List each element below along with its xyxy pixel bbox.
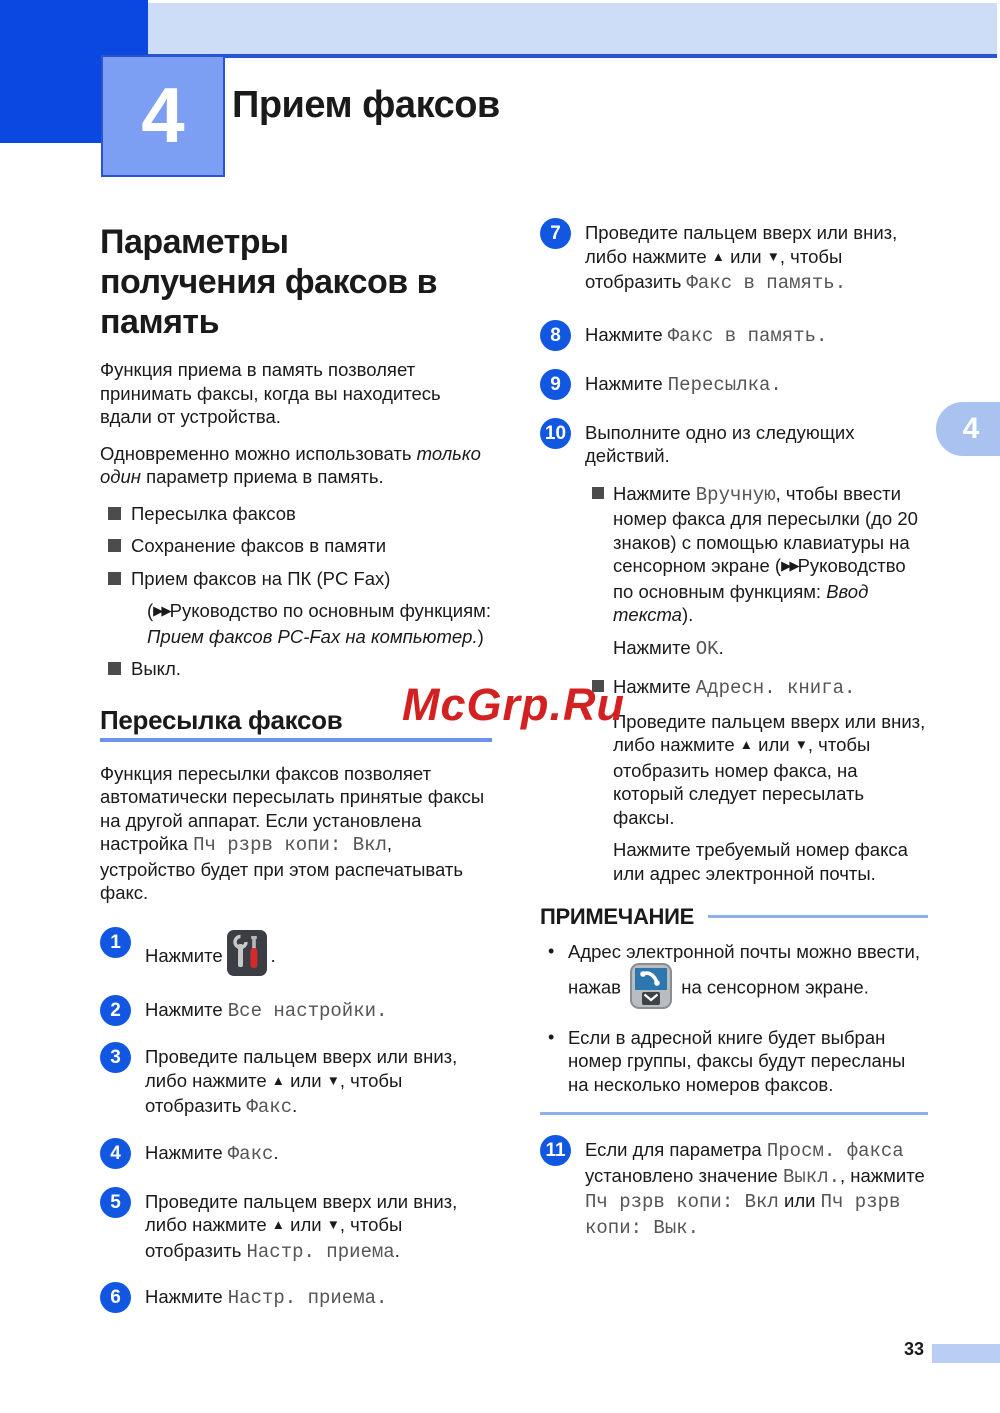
bullet-text: Пересылка факсов <box>131 502 296 524</box>
square-bullet-icon <box>108 572 121 585</box>
note-block <box>540 905 928 1115</box>
step <box>540 320 928 351</box>
bullet-item <box>108 567 492 591</box>
step <box>100 927 492 982</box>
step <box>100 995 492 1026</box>
step-text: Нажмите Все настройки. <box>145 999 388 1022</box>
left-column <box>100 222 492 1313</box>
step <box>540 418 928 886</box>
header-band <box>148 3 997 54</box>
step-text: Нажмите Факс. <box>145 1141 279 1165</box>
bullet-text: Сохранение факсов в памяти <box>131 535 387 556</box>
bullet-item <box>108 534 492 558</box>
step-number-badge: 1 <box>100 927 131 958</box>
bullet-text: Прием факсов на ПК (PC Fax) <box>131 567 391 589</box>
chapter-number: 4 <box>141 71 185 159</box>
sub-bullet-item <box>592 675 928 885</box>
chapter-side-tab: 4 <box>936 402 1000 456</box>
page-number: 33 <box>903 1339 924 1359</box>
footer-bar <box>932 1344 1000 1363</box>
step-number-badge: 10 <box>540 418 571 449</box>
page-title: Прием факсов <box>232 84 500 126</box>
step-text: Проведите пальцем вверх или вниз, либо нажмите ▲ или ▼, чтобы отобразить Настр. приема. <box>145 1190 458 1263</box>
note-text: Если в адресной книге будет выбран номер группы, факсы будут пересланы на несколько номеров факсов. <box>568 1026 906 1095</box>
sub-bullet-text: Нажмите Вручную, чтобы ввести номер факса для пересылки (до 20 знаков) с помощью клавиатуры на сенсорном экране (▶▶Руководство по основным функциям: Ввод текста). Нажмите OK. <box>613 482 918 660</box>
step <box>100 1282 492 1313</box>
step-text: Нажмите Настр. приема. <box>145 1286 388 1309</box>
step <box>100 1042 492 1120</box>
bullet-item <box>108 502 492 526</box>
step-number-badge: 5 <box>100 1187 131 1218</box>
note-bullet-item <box>548 1026 928 1097</box>
step-number-badge: 9 <box>540 369 571 400</box>
paragraph: Функция приема в память позволяет принимать факсы, когда вы находитесь вдали от устройства. <box>100 359 441 427</box>
square-bullet-icon <box>108 662 121 675</box>
phone-email-icon <box>630 963 672 1015</box>
note-label: ПРИМЕЧАНИЕ <box>540 904 695 929</box>
step-number-badge: 11 <box>540 1135 571 1166</box>
step-number-badge: 6 <box>100 1282 131 1313</box>
step-text: Проведите пальцем вверх или вниз, либо нажмите ▲ или ▼, чтобы отобразить Факс. <box>145 1046 458 1118</box>
step <box>100 1187 492 1265</box>
step <box>540 369 928 400</box>
step-text: Нажмите Факс в память. <box>585 323 828 347</box>
watermark: McGrp.Ru <box>402 679 626 730</box>
sub-bullet-item <box>592 482 928 662</box>
step-number-badge: 2 <box>100 995 131 1026</box>
step-text: Выполните одно из следующих действий. Нажмите Вручную, чтобы ввести номер факса для пересылки (до 20 знаков) с помощью клавиатуры на сенсорном экране (▶▶Руководство по основным функциям: Ввод текста). Нажмите OK. Нажмите Адресн. книга. Проведите пальцем вверх или вниз, либо нажмите ▲ или ▼, чтобы отобразить номер факса, на который следует пересылать факсы. Нажмите требуемый номер факса или адрес электронной почты. <box>585 418 928 886</box>
paragraph: Функция пересылки факсов позволяет автоматически пересылать принятые факсы на другой аппарат. Если установлена настройка Пч рзрв копи: Вкл, устройство будет при этом распечатывать факс. <box>100 762 485 903</box>
section-heading-rule <box>100 738 492 742</box>
step-text: Нажмите Пересылка. <box>585 372 782 396</box>
note-end-rule <box>540 1112 928 1115</box>
main-section-heading: Параметры получения факсов в память <box>100 223 438 341</box>
step <box>540 1135 928 1240</box>
note-bullet-item <box>548 940 928 1015</box>
step-text: Если для параметра Просм. факса установлено значение Выкл., нажмите Пч рзрв копи: Вкл или Пч рзрв копи: Вык. <box>585 1139 925 1239</box>
step <box>100 1138 492 1169</box>
dot-bullet-icon: • <box>548 1026 555 1047</box>
note-text: Адрес электронной почты можно ввести, нажав на сенсорном экране. <box>568 940 928 1015</box>
square-bullet-icon <box>108 539 121 552</box>
square-bullet-icon <box>108 507 121 520</box>
sub-bullet-text: Нажмите Адресн. книга. Проведите пальцем вверх или вниз, либо нажмите ▲ или ▼, чтобы отобразить номер факса, на который следует пересылать факсы. Нажмите требуемый номер факса или адрес электронной почты. <box>613 676 926 884</box>
reference-note: (▶▶Руководство по основным функциям: Прием факсов PC-Fax на компьютер.) <box>147 600 491 647</box>
step <box>540 218 928 296</box>
step-number-badge: 8 <box>540 320 571 351</box>
step-text: Нажмите . <box>145 927 492 982</box>
note-rule <box>708 915 928 918</box>
chapter-number-box <box>101 55 225 177</box>
step-number-badge: 4 <box>100 1138 131 1169</box>
header-band-rule <box>148 54 997 58</box>
dot-bullet-icon: • <box>548 940 555 961</box>
bullet-text: Выкл. <box>131 658 181 679</box>
note-header <box>540 905 928 929</box>
step-text: Проведите пальцем вверх или вниз, либо нажмите ▲ или ▼, чтобы отобразить Факс в память. <box>585 222 898 294</box>
paragraph: Одновременно можно использовать только один параметр приема в память. <box>100 442 481 487</box>
step-number-badge: 3 <box>100 1042 131 1073</box>
bullet-item <box>108 657 492 681</box>
sub-section-heading: Пересылка факсов <box>100 704 343 735</box>
settings-icon <box>227 930 267 982</box>
step-number-badge: 7 <box>540 218 571 249</box>
square-bullet-icon <box>592 487 604 499</box>
